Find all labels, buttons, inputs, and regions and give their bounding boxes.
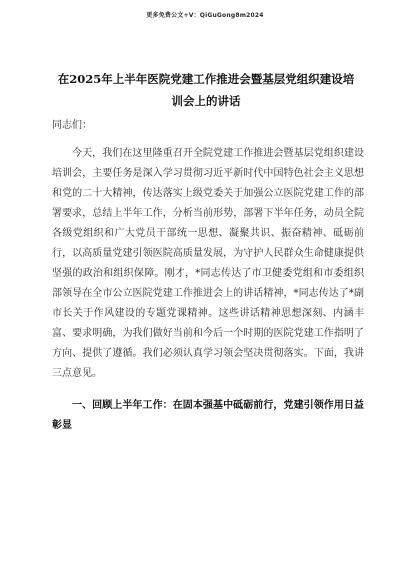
salutation: 同志们： [52,120,92,131]
section-heading-1: 一、回顾上半年工作：在固本强基中砥砺前行，党建引领作用日益彰显 [52,400,364,431]
header-note: 更多免费公文+V：QiGuGong8m2024 [146,12,264,19]
document-body [52,116,364,446]
document-title: 在2025年上半年医院党建工作推进会暨基层党组织建设培训会上的讲话 [57,72,355,108]
paragraph-1: 今天，我们在这里隆重召开全院党建工作推进会暨基层党组织建设培训会，主要任务是深入学习贯彻习近平新时代中国特色社会主义思想和党的二十大精神，传达落实上级党委关于加强公立医院党建工作的部署要求，总结上半年工作，分析当前形势，部署下半年任务，动员全院各级党组织和广大党员干部统一思想、凝聚共识、振奋精神、砥砺前行，以高质量党建引领医院高质量发展，为守护人民群众生命健康提供坚强的政治和组织保障。刚才，*同志传达了市卫健委党组和市委组织部领导在全市公立医院党建工作推进会上的讲话精神，*同志传达了*副市长关于作风建设的专题党课精神。这些讲话精神思想深刻、内涵丰富、要求明确，为我们做好当前和今后一个时期的医院党建工作指明了方向、提供了遵循。我们必须认真学习领会坚决贯彻落实。下面，我讲三点意见。 [52,148,364,379]
